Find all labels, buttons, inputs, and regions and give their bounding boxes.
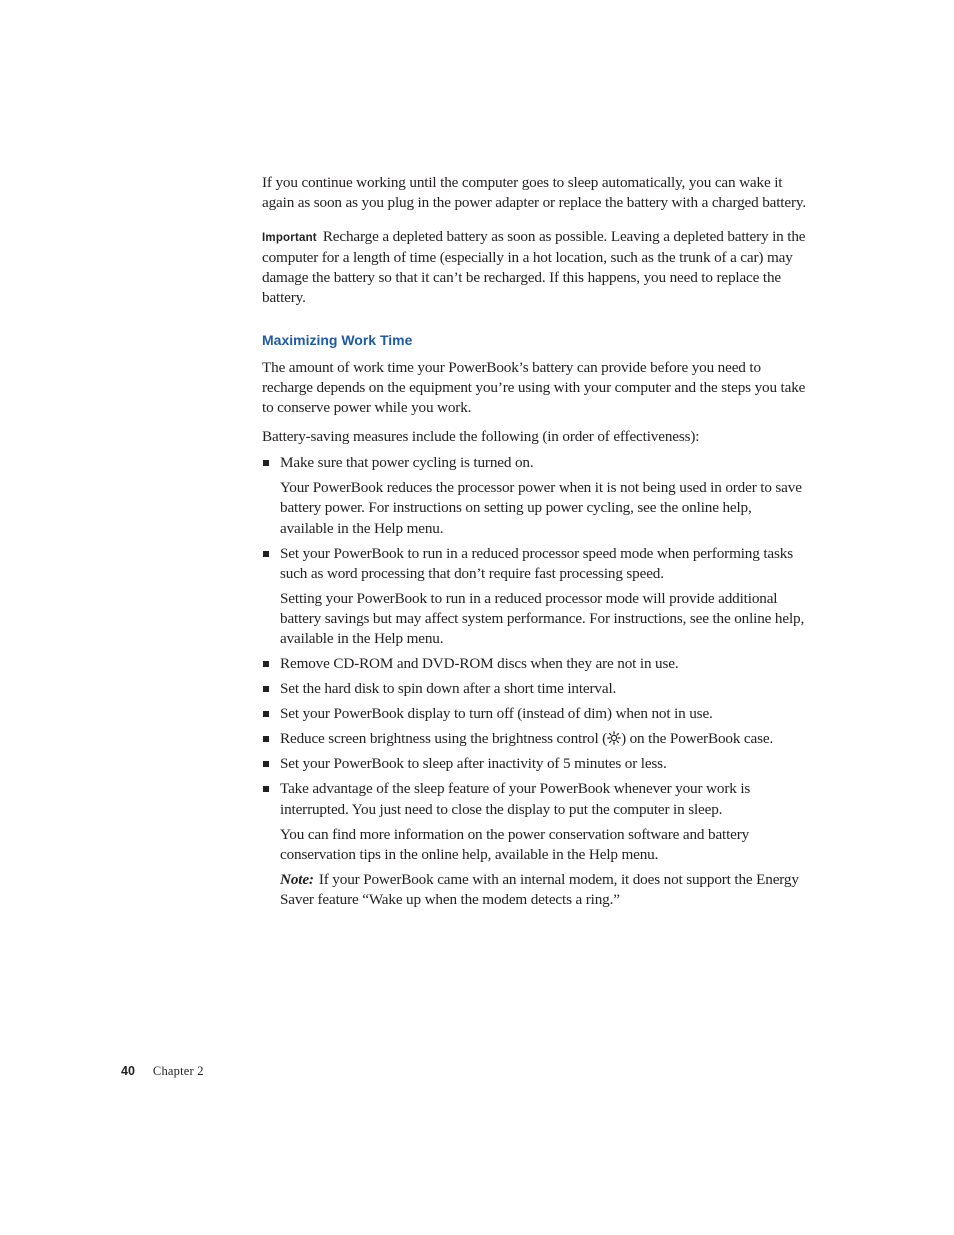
bullet-square-icon [263, 460, 269, 466]
section-lead: Battery-saving measures include the following (in order of effectiveness): [262, 427, 700, 445]
list-item-text-after: ) on the PowerBook case. [621, 730, 774, 748]
list-item-text: Make sure that power cycling is turned on. [280, 453, 534, 471]
list-item-text: Remove CD-ROM and DVD-ROM discs when they are not in use. [280, 655, 679, 673]
list-item [262, 679, 807, 699]
list-item-text: Set the hard disk to spin down after a short time interval. [280, 680, 617, 698]
bullet-square-icon [263, 761, 269, 767]
section-heading: Maximizing Work Time [262, 331, 413, 348]
bullet-square-icon [263, 736, 269, 742]
page-content [262, 173, 807, 915]
page-footer [121, 1062, 204, 1080]
bullet-square-icon [263, 686, 269, 692]
battery-saving-list [262, 453, 807, 911]
brightness-icon [607, 731, 621, 745]
list-item [262, 704, 807, 724]
bullet-square-icon [263, 711, 269, 717]
important-paragraph [262, 227, 807, 309]
list-item [262, 453, 807, 539]
bullet-square-icon [263, 661, 269, 667]
important-text: Recharge a depleted battery as soon as possible. Leaving a depleted battery in the computer for a length of time (especially in a hot location, such as the trunk of a car) may damage the battery so that it can’t be recharged. If this happens, you need to replace the battery. [262, 227, 806, 307]
note-text: If your PowerBook came with an internal modem, it does not support the Energy Saver feature “Wake up when the modem detects a ring.” [280, 870, 799, 909]
chapter-label: Chapter 2 [152, 1064, 204, 1078]
list-item [262, 544, 807, 650]
list-item-text-before: Reduce screen brightness using the brightness control ( [280, 730, 608, 748]
note-paragraph [280, 870, 807, 911]
list-item [262, 754, 807, 774]
list-item-detail: Setting your PowerBook to run in a reduced processor mode will provide additional battery savings but may affect system performance. For instructions, see the online help, available in the Help menu. [280, 589, 805, 648]
list-item [262, 654, 807, 674]
note-label: Note: [280, 870, 314, 888]
bullet-square-icon [263, 551, 269, 557]
list-item-text: Set your PowerBook to run in a reduced processor speed mode when performing tasks such as word processing that don’t require fast processing speed. [280, 544, 793, 582]
list-item-text: Set your PowerBook to sleep after inactivity of 5 minutes or less. [280, 755, 667, 773]
list-item-detail: Your PowerBook reduces the processor power when it is not being used in order to save battery power. For instructions on setting up power cycling, see the online help, available in the Help menu. [280, 478, 802, 537]
list-item-text: Take advantage of the sleep feature of your PowerBook whenever your work is interrupted. You just need to close the display to put the computer in sleep. [280, 780, 751, 818]
list-item-text: Set your PowerBook display to turn off (instead of dim) when not in use. [280, 705, 713, 723]
bullet-square-icon [263, 786, 269, 792]
important-label: Important [262, 231, 317, 244]
section-body: The amount of work time your PowerBook’s battery can provide before you need to recharge depends on the equipment you’re using with your computer and the steps you take to conserve power while you work. [262, 358, 806, 417]
list-item [262, 729, 807, 749]
list-item [262, 779, 807, 910]
list-item-detail: You can find more information on the power conservation software and battery conservation tips in the online help, available in the Help menu. [280, 825, 750, 863]
intro-paragraph: If you continue working until the computer goes to sleep automatically, you can wake it again as soon as you plug in the power adapter or replace the battery with a charged battery. [262, 174, 806, 212]
page-number: 40 [121, 1064, 135, 1078]
